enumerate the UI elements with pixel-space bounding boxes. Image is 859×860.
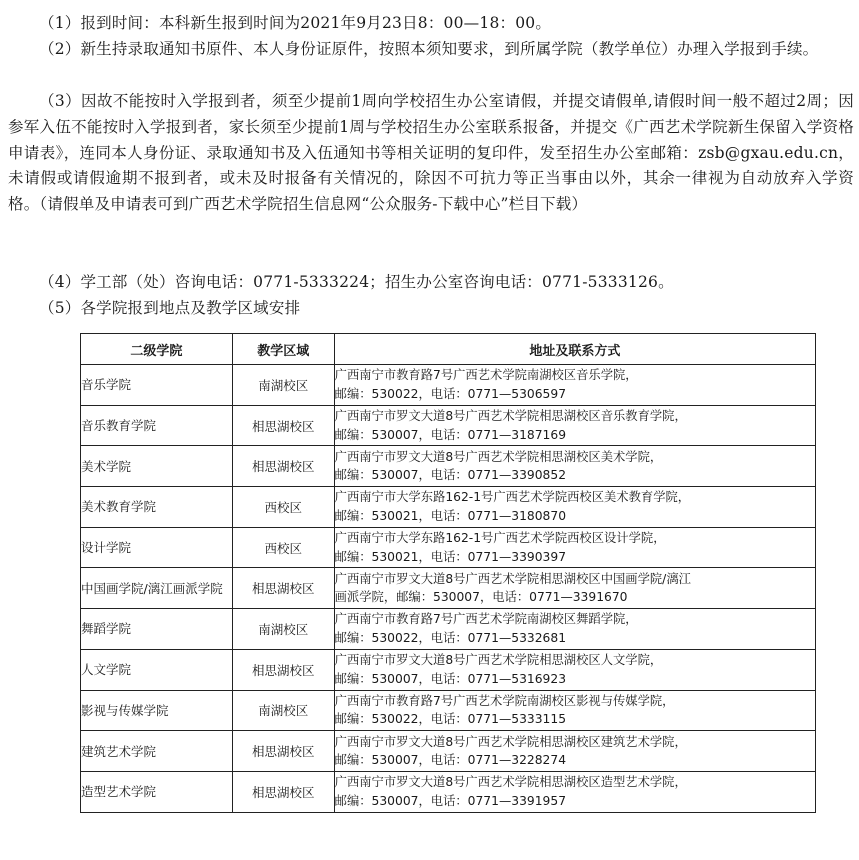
address-line: 广西南宁市罗文大道8号广西艺术学院相思湖校区美术学院， [334,449,663,464]
address-cell [334,649,815,690]
address-line: 广西南宁市罗文大道8号广西艺术学院相思湖校区音乐教育学院， [334,409,687,424]
college-name-cell: 美术学院 [81,446,233,487]
address-cell [334,405,815,446]
paragraph-leave-policy: （3）因故不能按时入学报到者，须至少提前1周向学校招生办公室请假，并提交请假单,请假时间一般不超过2周；因参军入伍不能按时入学报到者，家长须至少提前1周与学校招生办公室联系报备，并提交《广西艺术学院新生保留入学资格申请表》，连同本人身份证、录取通知书及入伍通知书等相关证明的复印件，发至招生办公室邮箱：zsb@gxau.edu.cn，未请假或请假逾期不报到者，或未及时报备有关情况的，除因不可抗力等正当事由以外，其余一律视为自动放弃入学资格。（请假单及申请表可到广西艺术学院招生信息网“公众服务-下载中心”栏目下载） [8,92,854,214]
address-cell [334,487,815,528]
campus-cell: 相思湖校区 [232,771,334,812]
paragraph-table-caption: （5）各学院报到地点及教学区域安排 [39,299,301,317]
address-line: 广西南宁市大学东路162-1号广西艺术学院西校区设计学院， [334,531,666,546]
table-row [81,365,816,406]
campus-cell: 相思湖校区 [232,568,334,609]
header-campus: 教学区域 [232,334,334,365]
address-line: 广西南宁市教育路7号广西艺术学院南湖校区舞蹈学院， [334,612,638,627]
campus-cell: 相思湖校区 [232,731,334,772]
contact-line: 邮编：530021，电话：0771—3180870 [334,508,567,523]
table-row [81,690,816,731]
college-name-cell: 人文学院 [81,649,233,690]
campus-cell: 西校区 [232,487,334,528]
campus-cell: 南湖校区 [232,365,334,406]
paragraph-contact-phones: （4）学工部（处）咨询电话：0771-5333224；招生办公室咨询电话：0771-5333126。 [39,273,674,291]
college-name-cell: 美术教育学院 [81,487,233,528]
contact-line: 邮编：530021，电话：0771—3390397 [334,549,567,564]
address-line: 广西南宁市罗文大道8号广西艺术学院相思湖校区建筑艺术学院， [334,734,687,749]
address-cell [334,771,815,812]
campus-cell: 西校区 [232,527,334,568]
college-name-cell: 中国画学院/漓江画派学院 [81,568,233,609]
contact-line: 邮编：530007，电话：0771—3390852 [334,468,567,483]
address-cell [334,731,815,772]
contact-line: 邮编：530007，电话：0771—5316923 [334,671,567,686]
address-cell [334,527,815,568]
address-cell [334,446,815,487]
header-address: 地址及联系方式 [334,334,815,365]
address-line: 广西南宁市大学东路162-1号广西艺术学院西校区美术教育学院， [334,490,691,505]
campus-cell: 南湖校区 [232,609,334,650]
college-name-cell: 音乐学院 [81,365,233,406]
college-location-table [80,333,816,813]
table-row [81,487,816,528]
contact-line: 邮编：530007，电话：0771—3187169 [334,427,567,442]
college-name-cell: 建筑艺术学院 [81,731,233,772]
address-cell [334,609,815,650]
contact-line: 邮编：530022，电话：0771—5306597 [334,386,567,401]
college-name-cell: 影视与传媒学院 [81,690,233,731]
contact-line: 邮编：530007，电话：0771—3391957 [334,793,567,808]
campus-cell: 相思湖校区 [232,405,334,446]
paragraph-report-procedure: （2）新生持录取通知书原件、本人身份证原件，按照本须知要求，到所属学院（教学单位）办理入学报到手续。 [39,40,819,58]
table-row [81,731,816,772]
contact-line: 邮编：530022，电话：0771—5333115 [334,712,567,727]
table-row [81,527,816,568]
college-name-cell: 舞蹈学院 [81,609,233,650]
contact-line: 邮编：530007，电话：0771—3228274 [334,753,567,768]
college-name-cell: 设计学院 [81,527,233,568]
college-name-cell: 音乐教育学院 [81,405,233,446]
campus-cell: 南湖校区 [232,690,334,731]
table-row [81,405,816,446]
table-row [81,649,816,690]
address-line: 广西南宁市罗文大道8号广西艺术学院相思湖校区中国画学院/漓江 [334,571,691,586]
paragraph-report-time: （1）报到时间：本科新生报到时间为2021年9月23日8：00—18：00。 [39,14,552,32]
table-header-row [81,334,816,365]
address-line: 广西南宁市罗文大道8号广西艺术学院相思湖校区人文学院， [334,653,663,668]
address-line: 广西南宁市罗文大道8号广西艺术学院相思湖校区造型艺术学院， [334,775,687,790]
table-row [81,609,816,650]
campus-cell: 相思湖校区 [232,446,334,487]
address-cell [334,568,815,609]
header-college: 二级学院 [81,334,233,365]
college-name-cell: 造型艺术学院 [81,771,233,812]
contact-line: 画派学院，邮编：530007，电话：0771—3391670 [334,590,628,605]
address-cell [334,690,815,731]
address-line: 广西南宁市教育路7号广西艺术学院南湖校区影视与传媒学院， [334,693,675,708]
address-cell [334,365,815,406]
campus-cell: 相思湖校区 [232,649,334,690]
table-row [81,568,816,609]
table-row [81,771,816,812]
address-line: 广西南宁市教育路7号广西艺术学院南湖校区音乐学院， [334,368,638,383]
table-body [81,365,816,813]
table-row [81,446,816,487]
contact-line: 邮编：530022，电话：0771—5332681 [334,630,567,645]
